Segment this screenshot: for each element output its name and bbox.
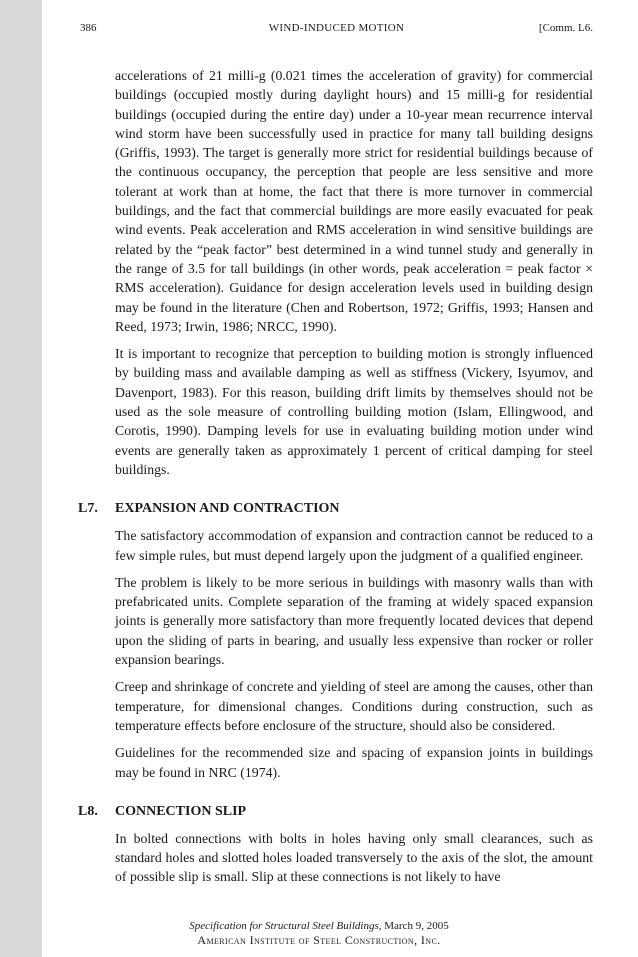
section-heading-l8 (78, 802, 593, 821)
footer-date: March 9, 2005 (381, 920, 449, 932)
section-reference: [Comm. L6. (538, 22, 593, 34)
section-number: L8. (78, 803, 98, 819)
page-number: 386 (80, 22, 97, 34)
body-paragraph: Guidelines for the recommended size and spacing of expansion joints in buildings may be found in NRC (1974). (115, 745, 593, 780)
footer-spec-line (0, 919, 638, 933)
body-paragraph: The problem is likely to be more serious in buildings with masonry walls than with prefabricated units. Complete separation of the framing at widely spaced expansion joints is generally more satisfactory than more frequently located devices that depend upon the sliding of parts in bearing, and usually less expensive than rocker or roller expansion bearings. (115, 574, 593, 668)
page-body (78, 66, 593, 895)
page-gutter (0, 0, 42, 957)
section-title: CONNECTION SLIP (115, 803, 247, 819)
page-footer (0, 919, 638, 947)
body-paragraph: In bolted connections with bolts in holes having only small clearances, such as standard holes and slotted holes loaded transversely to the axis of the slot, the amount of possible slip is small. Slip at these connections is not likely to have (115, 830, 593, 885)
section-number: L7. (78, 501, 98, 517)
body-paragraph: It is important to recognize that perception to building motion is strongly influenced by building mass and available damping as well as stiffness (Vickery, Isyumov, and Davenport, 1983). For this reason, building drift limits by themselves should not be used as the sole measure of controlling building motion (Islam, Ellingwood, and Corotis, 1990). Damping levels for use in evaluating building motion under wind events are generally taken as approximately 1 percent of critical damping for steel buildings. (115, 346, 593, 477)
body-paragraph: Creep and shrinkage of concrete and yielding of steel are among the causes, other than temperature, for dimensional changes. Conditions during construction, such as temperature effects before enclosure of the structure, should also be considered. (115, 679, 593, 733)
running-header (80, 22, 593, 38)
footer-publisher: American Institute of Steel Construction, Inc. (197, 933, 441, 947)
footer-spec-title: Specification for Structural Steel Buildings, (189, 920, 382, 932)
section-heading-l7 (78, 499, 593, 518)
running-title: WIND-INDUCED MOTION (268, 22, 405, 34)
body-paragraph: The satisfactory accommodation of expansion and contraction cannot be reduced to a few simple rules, but must depend largely upon the judgment of a qualified engineer. (115, 528, 593, 563)
body-paragraph: accelerations of 21 milli-g (0.021 times the acceleration of gravity) for commercial buildings (occupied mostly during daylight hours) and 15 milli-g for residential buildings (occupied during the entire day) under a 10-year mean recurrence interval wind storm have been successfully used in practice for many tall building designs (Griffis, 1993). The target is generally more strict for residential buildings because of the continuous occupancy, the perception that people are less sensitive and more tolerant at work than at home, the fact that there is more turnover in commercial buildings, and the fact that commercial buildings are more easily evacuated for peak wind events. Peak acceleration and RMS acceleration in wind sensitive buildings are related by the “peak factor” best determined in a wind tunnel study and generally in the range of 3.5 for tall buildings (in other words, peak acceleration = peak factor × RMS acceleration). Guidance for design acceleration levels used in building design may be found in the literature (Chen and Robertson, 1972; Griffis, 1993; Hansen and Reed, 1973; Irwin, 1986; NRCC, 1990). (115, 68, 593, 334)
section-title: EXPANSION AND CONTRACTION (115, 501, 340, 517)
